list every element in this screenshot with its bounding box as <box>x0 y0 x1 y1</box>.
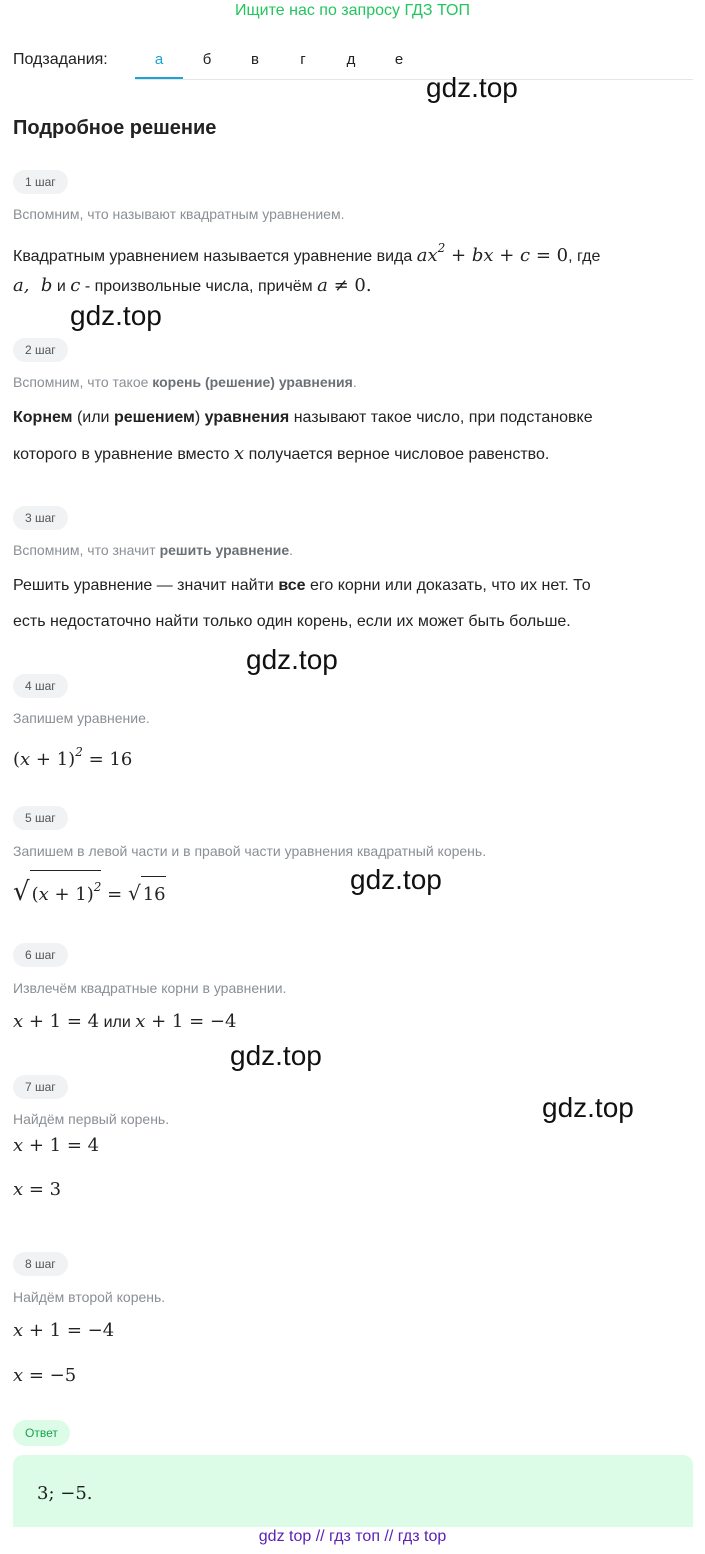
page-title: Подробное решение <box>13 117 217 139</box>
step-hint: Вспомним, что такое корень (решение) уравнения. <box>13 374 357 390</box>
footer-links[interactable]: gdz top // гдз топ // гдз top <box>258 1528 447 1545</box>
step-hint: Вспомним, что значит решить уравнение. <box>13 542 294 558</box>
step-hint: Найдём второй корень. <box>13 1289 166 1305</box>
answer-value: 3; −5. <box>37 1483 93 1504</box>
tab-a[interactable]: а <box>135 47 183 79</box>
step-badge: 5 шаг <box>13 806 68 830</box>
step-hint: Запишем в левой части и в правой части уравнения квадратный корень. <box>13 843 487 859</box>
equation: √ $(x + 1)^2$ = √ 16 <box>13 870 693 914</box>
step-hint: Найдём первый корень. <box>13 1111 170 1127</box>
answer-badge: Ответ <box>13 1420 70 1446</box>
step-badge: 8 шаг <box>13 1252 68 1276</box>
watermark: gdz.top <box>542 1092 634 1123</box>
tab-v[interactable]: в <box>251 51 259 68</box>
step-text: есть недостаточно найти только один корень, если их может быть больше. <box>13 613 571 630</box>
step-badge: 4 шаг <box>13 674 68 698</box>
step-text: a, b и c - произвольные числа, причём a ≠ 0. <box>13 275 372 296</box>
equation: x + 1 = 4 <box>13 1135 100 1156</box>
step-badge: 2 шаг <box>13 338 68 362</box>
watermark: gdz.top <box>246 644 338 675</box>
watermark: gdz.top <box>70 300 162 331</box>
step-text: Корнем (или решением) уравнения называют такое число, при подстановке <box>13 409 593 426</box>
watermark: gdz.top <box>426 72 518 103</box>
equation: x = −5 <box>13 1365 77 1386</box>
step-badge: 6 шаг <box>13 943 68 967</box>
step-hint: Извлечём квадратные корни в уравнении. <box>13 980 287 996</box>
equation: x + 1 = −4 <box>13 1320 115 1341</box>
equation: x + 1 = 4 или x + 1 = −4 <box>13 1011 237 1032</box>
step-badge: 7 шаг <box>13 1075 68 1099</box>
search-banner[interactable]: Ищите нас по запросу ГДЗ ТОП <box>235 2 470 19</box>
equation: $(x + 1)^2 = 16$ <box>13 745 133 770</box>
tab-b[interactable]: б <box>202 51 212 68</box>
subtasks-label: Подзадания: <box>13 51 108 68</box>
tabs-divider <box>135 79 693 80</box>
step-hint: Запишем уравнение. <box>13 710 150 726</box>
step-hint: Вспомним, что называют квадратным уравнением. <box>13 206 345 222</box>
step-badge: 1 шаг <box>13 170 68 194</box>
tab-d[interactable]: д <box>346 51 356 68</box>
watermark: gdz.top <box>230 1040 322 1071</box>
step-text: Решить уравнение — значит найти все его корни или доказать, что их нет. То <box>13 577 591 594</box>
subtask-tabs <box>135 47 423 79</box>
tab-e[interactable]: е <box>394 51 404 68</box>
step-text: Квадратным уравнением называется уравнение вида $ax^2$ + bx + c = 0, где <box>13 241 601 266</box>
step-text: которого в уравнение вместо x получается верное числовое равенство. <box>13 443 550 464</box>
watermark: gdz.top <box>350 864 442 895</box>
tab-g[interactable]: г <box>300 51 306 68</box>
equation: x = 3 <box>13 1179 62 1200</box>
step-badge: 3 шаг <box>13 506 68 530</box>
answer-box <box>13 1455 693 1527</box>
